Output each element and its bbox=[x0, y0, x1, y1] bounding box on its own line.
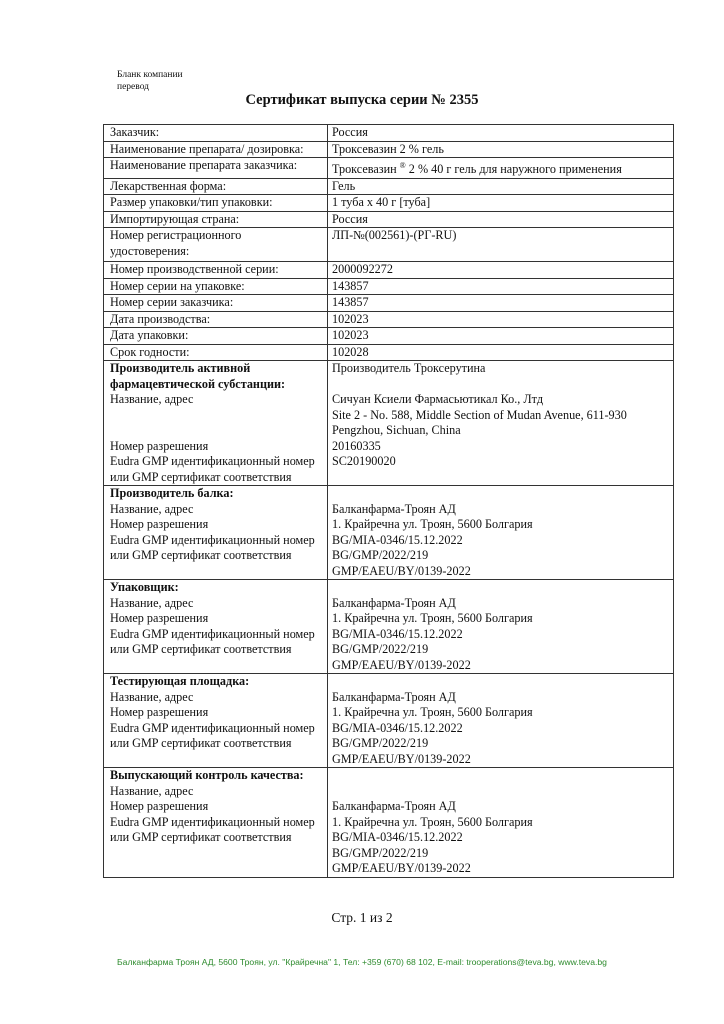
bulk-manufacturer-section bbox=[104, 486, 674, 580]
section-heading: Выпускающий контроль качества: bbox=[110, 768, 304, 783]
row-value: 102028 bbox=[328, 344, 674, 361]
page-number: Стр. 1 из 2 bbox=[331, 910, 393, 925]
license-label: Номер разрешения bbox=[110, 517, 209, 532]
site-value: 1. Крайречна ул. Троян, 5600 Болгария bbox=[332, 611, 533, 626]
license-label: Номер разрешения bbox=[110, 611, 209, 626]
name-label: Название, адрес bbox=[110, 595, 194, 610]
section-labels bbox=[104, 486, 328, 580]
site-value: Балканфарма-Троян АД bbox=[332, 595, 456, 610]
row-label: Заказчик: bbox=[104, 125, 328, 142]
testing-site-section bbox=[104, 674, 674, 768]
section-values bbox=[328, 674, 674, 768]
section-values bbox=[328, 361, 674, 486]
api-manufacturer-section bbox=[104, 361, 674, 486]
table-row bbox=[104, 125, 674, 142]
site-value: 1. Крайречна ул. Троян, 5600 Болгария bbox=[332, 517, 533, 532]
table-row bbox=[104, 178, 674, 195]
manufacturer-address: Site 2 - No. 588, Middle Section of Mudan Avenue, 611-930 Pengzhou, Sichuan, China bbox=[332, 407, 627, 438]
row-value: 143857 bbox=[328, 295, 674, 312]
row-label: Номер регистрационного удостоверения: bbox=[104, 228, 328, 262]
row-value: 102023 bbox=[328, 311, 674, 328]
site-value: BG/MIA-0346/15.12.2022 bbox=[332, 720, 463, 735]
row-label: Дата упаковки: bbox=[104, 328, 328, 345]
table-row bbox=[104, 328, 674, 345]
row-label: Размер упаковки/тип упаковки: bbox=[104, 195, 328, 212]
row-label: Наименование препарата/ дозировка: bbox=[104, 141, 328, 158]
row-label: Номер серии заказчика: bbox=[104, 295, 328, 312]
site-value: GMP/EAEU/BY/0139-2022 bbox=[332, 657, 471, 672]
site-value: BG/MIA-0346/15.12.2022 bbox=[332, 626, 463, 641]
row-label: Лекарственная форма: bbox=[104, 178, 328, 195]
section-labels bbox=[104, 580, 328, 674]
row-value: 102023 bbox=[328, 328, 674, 345]
header-line-2: перевод bbox=[117, 82, 149, 92]
section-values bbox=[328, 580, 674, 674]
row-label: Импортирующая страна: bbox=[104, 211, 328, 228]
site-value: GMP/EAEU/BY/0139-2022 bbox=[332, 861, 471, 876]
section-heading: Производитель балка: bbox=[110, 486, 234, 501]
table-row bbox=[104, 262, 674, 279]
site-value: BG/MIA-0346/15.12.2022 bbox=[332, 830, 463, 845]
registered-mark: ® bbox=[399, 161, 406, 170]
row-label: Номер серии на упаковке: bbox=[104, 278, 328, 295]
section-values bbox=[328, 768, 674, 878]
release-qc-section bbox=[104, 768, 674, 878]
certificate-table bbox=[103, 124, 674, 878]
row-value: Гель bbox=[328, 178, 674, 195]
row-value: 2000092272 bbox=[328, 262, 674, 279]
row-value: 1 туба х 40 г [туба] bbox=[328, 195, 674, 212]
api-subheading: Производитель Троксерутина bbox=[332, 361, 486, 376]
name-label: Название, адрес bbox=[110, 783, 194, 798]
table-row bbox=[104, 211, 674, 228]
row-value bbox=[328, 158, 674, 179]
section-labels bbox=[104, 768, 328, 878]
company-letterhead-note bbox=[117, 69, 183, 93]
section-values bbox=[328, 486, 674, 580]
site-value: 1. Крайречна ул. Троян, 5600 Болгария bbox=[332, 705, 533, 720]
table-row bbox=[104, 344, 674, 361]
row-label: Срок годности: bbox=[104, 344, 328, 361]
license-label: Номер разрешения bbox=[110, 705, 209, 720]
license-value: 20160335 bbox=[332, 438, 381, 453]
table-row bbox=[104, 311, 674, 328]
table-row bbox=[104, 195, 674, 212]
table-row bbox=[104, 141, 674, 158]
header-line-1: Бланк компании bbox=[117, 70, 183, 80]
site-value: GMP/EAEU/BY/0139-2022 bbox=[332, 563, 471, 578]
site-value: BG/GMP/2022/219 bbox=[332, 548, 429, 563]
row-value: 143857 bbox=[328, 278, 674, 295]
gmp-label: Eudra GMP идентификационный номер или GMP сертификат соответствия bbox=[110, 626, 315, 657]
row-label: Номер производственной серии: bbox=[104, 262, 328, 279]
site-value: BG/GMP/2022/219 bbox=[332, 736, 429, 751]
name-label: Название, адрес bbox=[110, 392, 194, 407]
row-label: Наименование препарата заказчика: bbox=[104, 158, 328, 179]
site-value: BG/GMP/2022/219 bbox=[332, 845, 429, 860]
manufacturer-name: Сичуан Ксиели Фармасьютикал Ко., Лтд bbox=[332, 392, 544, 407]
value-part: Троксевазин bbox=[332, 162, 397, 177]
license-label: Номер разрешения bbox=[110, 438, 209, 453]
gmp-label: Eudra GMP идентификационный номер или GMP сертификат соответствия bbox=[110, 532, 315, 563]
gmp-label: Eudra GMP идентификационный номер или GMP сертификат соответствия bbox=[110, 454, 315, 484]
section-heading: Упаковщик: bbox=[110, 580, 179, 595]
table-row bbox=[104, 295, 674, 312]
row-value: Россия bbox=[328, 211, 674, 228]
gmp-label: Eudra GMP идентификационный номер или GMP сертификат соответствия bbox=[110, 814, 315, 845]
section-labels bbox=[104, 674, 328, 768]
row-value: Россия bbox=[328, 125, 674, 142]
table-row bbox=[104, 158, 674, 179]
row-value: ЛП-№(002561)-(РГ-RU) bbox=[328, 228, 674, 262]
section-labels bbox=[104, 361, 328, 486]
table-row bbox=[104, 278, 674, 295]
site-value: GMP/EAEU/BY/0139-2022 bbox=[332, 751, 471, 766]
value-part: 2 % 40 г гель для наружного применения bbox=[408, 162, 622, 177]
site-value: 1. Крайречна ул. Троян, 5600 Болгария bbox=[332, 814, 533, 829]
gmp-value: SC20190020 bbox=[332, 454, 396, 469]
name-label: Название, адрес bbox=[110, 689, 194, 704]
company-footer: Балканфарма Троян АД, 5600 Троян, ул. "Крайречна" 1, Тел: +359 (670) 68 102, E-mail: trooperations@teva.bg, www.teva.bg bbox=[117, 957, 607, 967]
row-label: Дата производства: bbox=[104, 311, 328, 328]
site-value: Балканфарма-Троян АД bbox=[332, 689, 456, 704]
site-value: Балканфарма-Троян АД bbox=[332, 501, 456, 516]
packager-section bbox=[104, 580, 674, 674]
name-label: Название, адрес bbox=[110, 501, 194, 516]
row-value: Троксевазин 2 % гель bbox=[328, 141, 674, 158]
table-row bbox=[104, 228, 674, 262]
site-value: BG/GMP/2022/219 bbox=[332, 642, 429, 657]
gmp-label: Eudra GMP идентификационный номер или GMP сертификат соответствия bbox=[110, 720, 315, 751]
license-label: Номер разрешения bbox=[110, 799, 209, 814]
site-value: BG/MIA-0346/15.12.2022 bbox=[332, 532, 463, 547]
section-heading: Тестирующая площадка: bbox=[110, 674, 250, 689]
section-heading: Производитель активной фармацевтической субстанции: bbox=[110, 361, 286, 391]
certificate-title: Сертификат выпуска серии № 2355 bbox=[245, 92, 479, 108]
site-value: Балканфарма-Троян АД bbox=[332, 799, 456, 814]
